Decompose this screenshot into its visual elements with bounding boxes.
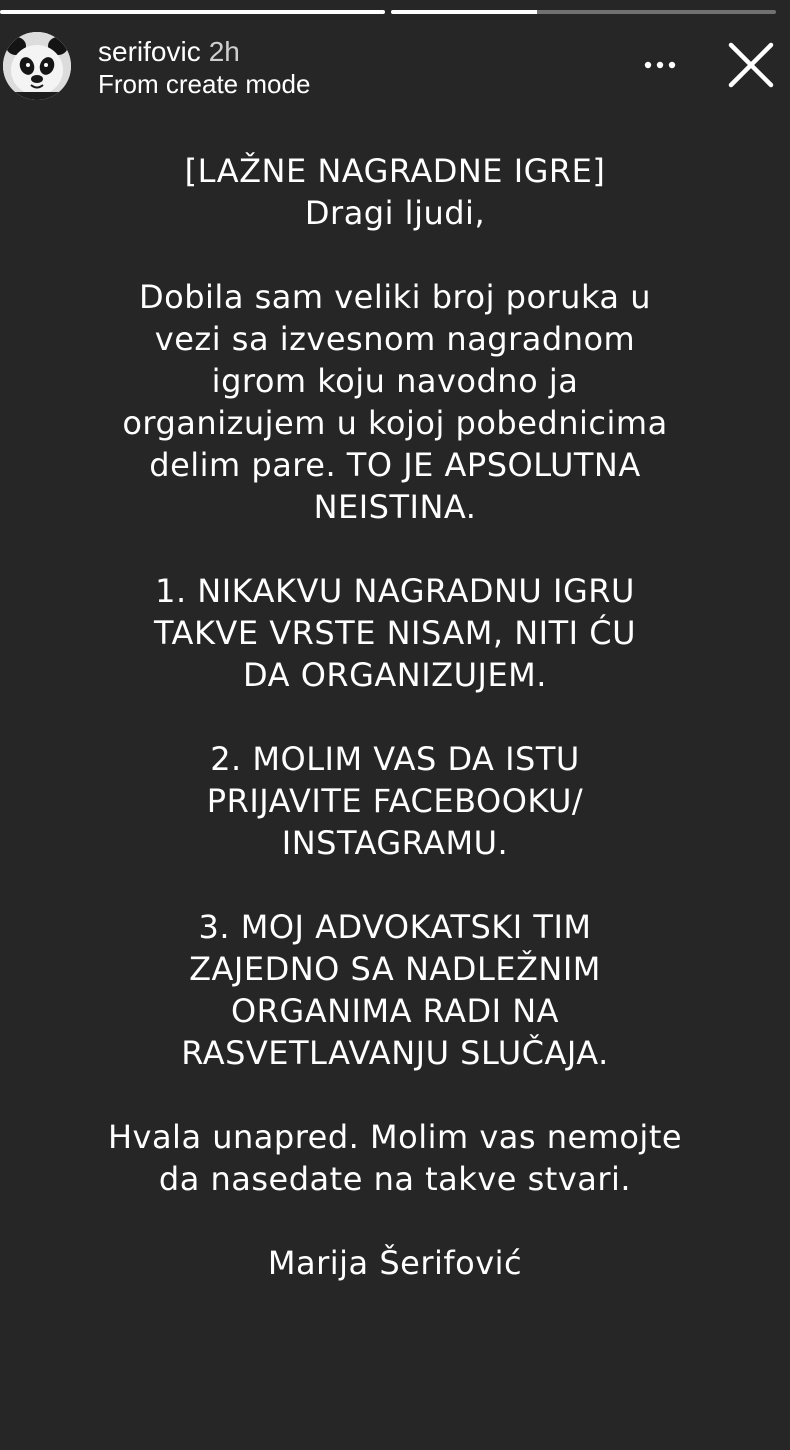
story-title: [LAŽNE NAGRADNE IGRE] [184, 152, 606, 190]
closing-line: da nasedate na takve stvari. [158, 1160, 632, 1198]
story-progress-segment-2 [391, 10, 776, 14]
panda-avatar-icon[interactable] [3, 32, 71, 100]
more-dots-icon [640, 50, 680, 80]
point-3-line: ORGANIMA RADI NA [230, 992, 560, 1030]
story-progress-fill-1 [0, 10, 385, 14]
intro-line: igrom koju navodno ja [211, 362, 579, 400]
story-text-card [40, 150, 750, 1326]
point-2-line: INSTAGRAMU. [281, 824, 509, 862]
story-heading-block [40, 150, 750, 234]
point-1-paragraph [40, 570, 750, 696]
point-3-line: RASVETLAVANJU SLUČAJA. [181, 1034, 609, 1072]
story-progress-bar [0, 10, 776, 14]
point-2-paragraph [40, 738, 750, 864]
story-header [3, 32, 776, 104]
story-progress-segment-1 [0, 10, 385, 14]
closing-line: Hvala unapred. Molim vas nemojte [107, 1118, 683, 1156]
point-3-paragraph [40, 906, 750, 1074]
user-info [98, 35, 310, 99]
close-icon [726, 40, 776, 90]
intro-line: delim pare. TO JE APSOLUTNA [149, 446, 641, 484]
story-greeting: Dragi ljudi, [304, 194, 486, 232]
point-2-line: PRIJAVITE FACEBOOKU/ [206, 782, 584, 820]
panda-avatar-graphic [3, 32, 71, 100]
point-1-line: 1. NIKAKVU NAGRADNU IGRU [155, 572, 635, 610]
story-signature [40, 1242, 750, 1284]
point-1-line: TAKVE VRSTE NISAM, NITI ĆU [153, 614, 636, 652]
close-story-button[interactable] [726, 40, 776, 90]
point-3-line: ZAJEDNO SA NADLEŽNIM [189, 950, 601, 988]
signature-text: Marija Šerifović [267, 1244, 523, 1282]
closing-paragraph [40, 1116, 750, 1200]
username-link[interactable]: serifovic [98, 36, 201, 67]
story-progress-fill-2 [391, 10, 537, 14]
intro-line: NEISTINA. [313, 488, 477, 526]
point-1-line: DA ORGANIZUJEM. [243, 656, 547, 694]
story-intro-paragraph [40, 276, 750, 528]
intro-line: vezi sa izvesnom nagradnom [154, 320, 636, 358]
point-2-line: 2. MOLIM VAS DA ISTU [210, 740, 580, 778]
username-row [98, 35, 310, 69]
intro-line: organizujem u kojoj pobednicima [122, 404, 668, 442]
more-options-button[interactable] [640, 50, 680, 80]
post-time: 2h [208, 36, 240, 67]
intro-line: Dobila sam veliki broj poruka u [139, 278, 651, 316]
point-3-line: 3. MOJ ADVOKATSKI TIM [198, 908, 592, 946]
create-mode-label: From create mode [98, 69, 311, 99]
